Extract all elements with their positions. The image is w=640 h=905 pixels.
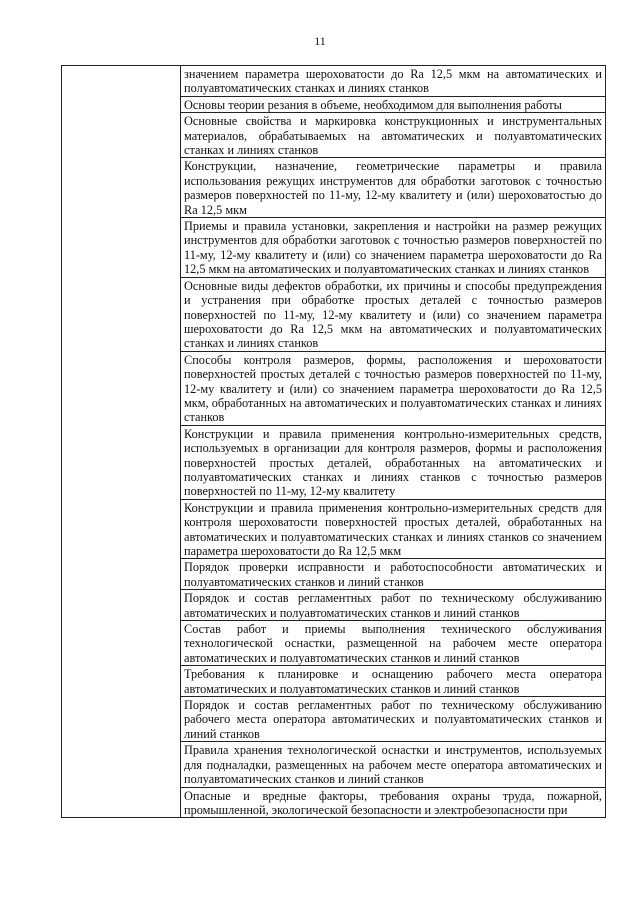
knowledge-table xyxy=(61,65,606,818)
table-row-text: Состав работ и приемы выполнения технического обслуживания технологической оснастки, размещенной на рабочем месте оператора автоматических и полуавтоматических станков и линий станков xyxy=(181,621,605,666)
table-row-text: Конструкции и правила применения контрольно-измерительных средств, используемых в организации для контроля размеров, формы и расположения поверхностей простых деталей, обработанных на автоматических и полуавтоматических станках и линиях станков с точностью размеров поверхностей по 11-му, 12-му квалитету xyxy=(181,426,605,500)
table-content-cell xyxy=(181,66,606,818)
table-row-text: Способы контроля размеров, формы, расположения и шероховатости поверхностей простых деталей с точностью размеров поверхностей по 11-му, 12-му квалитету и (или) со значением параметра шероховатости до Ra 12,5 мкм, обработанных на автоматических и полуавтоматических станках и линиях станков xyxy=(181,352,605,426)
table-row-text: Основные свойства и маркировка конструкционных и инструментальных материалов, обрабатываемых на автоматических и полуавтоматических станках и линиях станков xyxy=(181,113,605,158)
table-row-text: Порядок и состав регламентных работ по техническому обслуживанию рабочего места оператора автоматических и полуавтоматических станков и линий станков xyxy=(181,697,605,742)
table-label-cell xyxy=(62,66,181,818)
table-row xyxy=(62,66,606,818)
table-row-text: Приемы и правила установки, закрепления и настройки на размер режущих инструментов для обработки заготовок с точностью размеров поверхностей по 11-му, 12-му квалитету и (или) со значением параметра шероховатости до Ra 12,5 мкм на автоматических и полуавтоматических станках и линиях станков xyxy=(181,218,605,278)
table-row-text: Требования к планировке и оснащению рабочего места оператора автоматических и полуавтоматических станков и линий станков xyxy=(181,666,605,697)
table-row-text: Конструкции, назначение, геометрические параметры и правила использования режущих инструментов для обработки заготовок с точностью размеров поверхностей по 11-му, 12-му квалитету и (или) шероховатостью до Ra 12,5 мкм xyxy=(181,158,605,218)
table-row-text: Правила хранения технологической оснастки и инструментов, используемых для подналадки, размещенных на рабочем месте оператора автоматических и полуавтоматических станков и линий станков xyxy=(181,742,605,787)
table-row-text: Порядок и состав регламентных работ по техническому обслуживанию автоматических и полуавтоматических станков и линий станков xyxy=(181,590,605,621)
table-row-text: Основные виды дефектов обработки, их причины и способы предупреждения и устранения при обработке простых деталей с точностью размеров поверхностей по 11-му, 12-му квалитету и (или) со значением параметра шероховатости до Ra 12,5 мкм на автоматических и полуавтоматических станках и линиях станков xyxy=(181,278,605,352)
table-row-text: Основы теории резания в объеме, необходимом для выполнения работы xyxy=(181,97,605,113)
table-row-text: Порядок проверки исправности и работоспособности автоматических и полуавтоматических станков и линий станков xyxy=(181,559,605,590)
table-row-text: значением параметра шероховатости до Ra 12,5 мкм на автоматических и полуавтоматических станках и линиях станков xyxy=(181,66,605,97)
table-row-text: Опасные и вредные факторы, требования охраны труда, пожарной, промышленной, экологической безопасности и электробезопасности при xyxy=(184,788,602,817)
page-number: 11 xyxy=(314,34,326,48)
table-row-text: Конструкции и правила применения контрольно-измерительных средств для контроля шероховатости поверхностей простых деталей, обработанных на автоматических и полуавтоматических станках и линиях станков со значением параметра шероховатости до Ra 12,5 мкм xyxy=(181,500,605,560)
